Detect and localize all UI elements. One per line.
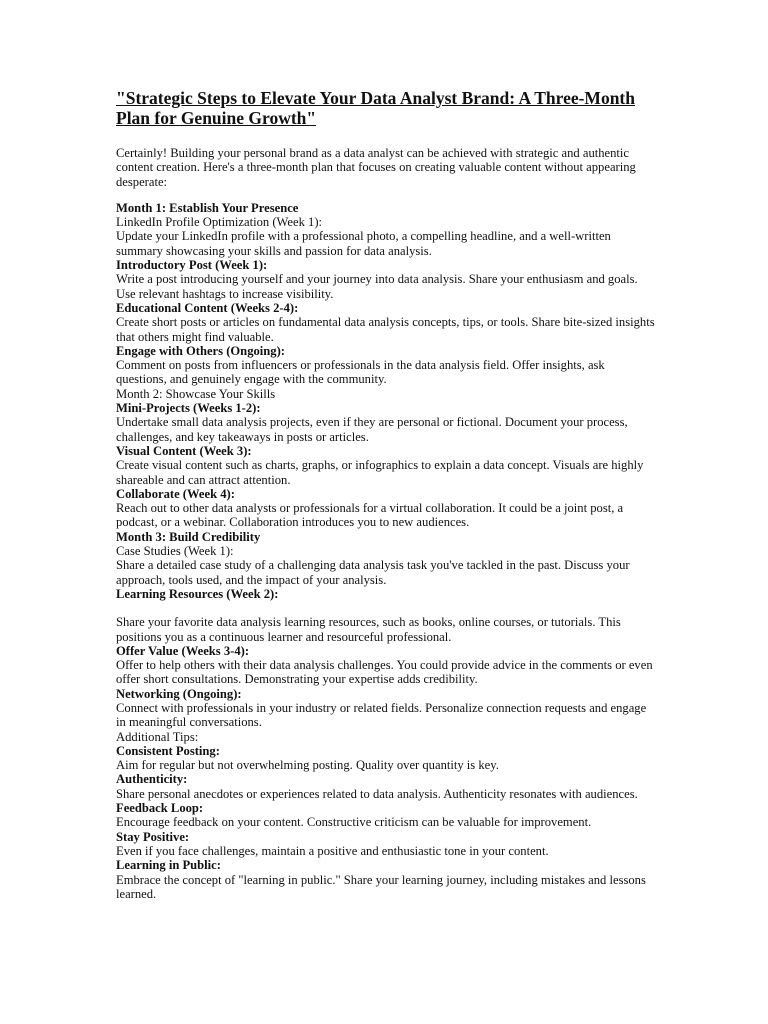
month1-item2-body: Write a post introducing yourself and your journey into data analysis. Share your enthusiasm and goals. Use relevant hashtags to increase visibility. xyxy=(116,272,638,301)
month1-item4-body: Comment on posts from influencers or professionals in the data analysis field. Offer insights, ask questions, and genuinely engage with the community. xyxy=(116,358,605,387)
month1-item3-body: Create short posts or articles on fundamental data analysis concepts, tips, or tools. Share bite-sized insights that others might find valuable. xyxy=(116,315,655,344)
month2-heading: Month 2: Showcase Your Skills xyxy=(116,386,276,401)
month1-item2-heading: Introductory Post (Week 1): xyxy=(116,258,268,273)
tips-item5-heading: Learning in Public: xyxy=(116,858,221,873)
month3-item4-heading: Networking (Ongoing): xyxy=(116,686,242,701)
tips-item3-heading: Feedback Loop: xyxy=(116,801,204,816)
month3-item3-body: Offer to help others with their data analysis challenges. You could provide advice in the comments or even offer short consultations. Demonstrating your expertise adds credibility. xyxy=(116,658,653,687)
tips-item1-body: Aim for regular but not overwhelming posting. Quality over quantity is key. xyxy=(116,758,499,773)
month2-item3-body: Reach out to other data analysts or professionals for a virtual collaboration. It could be a joint post, a podcast, or a webinar. Collaboration introduces you to new audiences. xyxy=(116,501,624,530)
document-page xyxy=(116,88,656,901)
month2-item1-heading: Mini-Projects (Weeks 1-2): xyxy=(116,401,261,416)
month3-heading: Month 3: Build Credibility xyxy=(116,529,261,544)
month1-item4-heading: Engage with Others (Ongoing): xyxy=(116,343,285,358)
month2-item3-heading: Collaborate (Week 4): xyxy=(116,486,235,501)
month3-item4-body: Connect with professionals in your industry or related fields. Personalize connection requests and engage in meaningful conversations. xyxy=(116,700,647,730)
intro-paragraph: Certainly! Building your personal brand as a data analyst can be achieved with strategic and authentic content creation. Here's a three-month plan that focuses on creating valuable content without appearing desperate: xyxy=(116,146,636,189)
month1-item1-body: Update your LinkedIn profile with a professional photo, a compelling headline, and a well-written summary showcasing your skills and passion for data analysis. xyxy=(116,229,611,258)
month3-item1-heading: Case Studies (Week 1): xyxy=(116,544,234,559)
month1-item3-heading: Educational Content (Weeks 2-4): xyxy=(116,300,299,315)
month3-item2-body: Share your favorite data analysis learning resources, such as books, online courses, or tutorials. This positions you as a continuous learner and resourceful professional. xyxy=(116,615,621,644)
tips-heading: Additional Tips: xyxy=(116,729,199,744)
month3-item2-heading: Learning Resources (Week 2): xyxy=(116,586,279,601)
month3-item3-heading: Offer Value (Weeks 3-4): xyxy=(116,643,250,658)
document-title: "Strategic Steps to Elevate Your Data Analyst Brand: A Three-Month Plan for Genuine Growth" xyxy=(116,88,635,128)
month3-item1-body: Share a detailed case study of a challenging data analysis task you've tackled in the past. Discuss your approach, tools used, and the impact of your analysis. xyxy=(116,558,630,587)
tips-item2-body: Share personal anecdotes or experiences related to data analysis. Authenticity resonates with audiences. xyxy=(116,786,638,801)
tips-item3-body: Encourage feedback on your content. Constructive criticism can be valuable for improvement. xyxy=(116,815,592,830)
tips-item1-heading: Consistent Posting: xyxy=(116,743,220,758)
month2-item2-heading: Visual Content (Week 3): xyxy=(116,443,252,458)
month1-item1-heading: LinkedIn Profile Optimization (Week 1): xyxy=(116,215,323,230)
tips-item5-body: Embrace the concept of "learning in public." Share your learning journey, including mistakes and lessons learned. xyxy=(116,872,646,901)
month1-heading: Month 1: Establish Your Presence xyxy=(116,200,299,215)
tips-item4-body: Even if you face challenges, maintain a positive and enthusiastic tone in your content. xyxy=(116,843,549,858)
month2-item1-body: Undertake small data analysis projects, even if they are personal or fictional. Document your process, challenges, and key takeaways in posts or articles. xyxy=(116,415,628,444)
tips-item2-heading: Authenticity: xyxy=(116,772,188,787)
tips-item4-heading: Stay Positive: xyxy=(116,829,190,844)
month2-item2-body: Create visual content such as charts, graphs, or infographics to explain a data concept. Visuals are highly shareable and can attract attention. xyxy=(116,458,644,487)
